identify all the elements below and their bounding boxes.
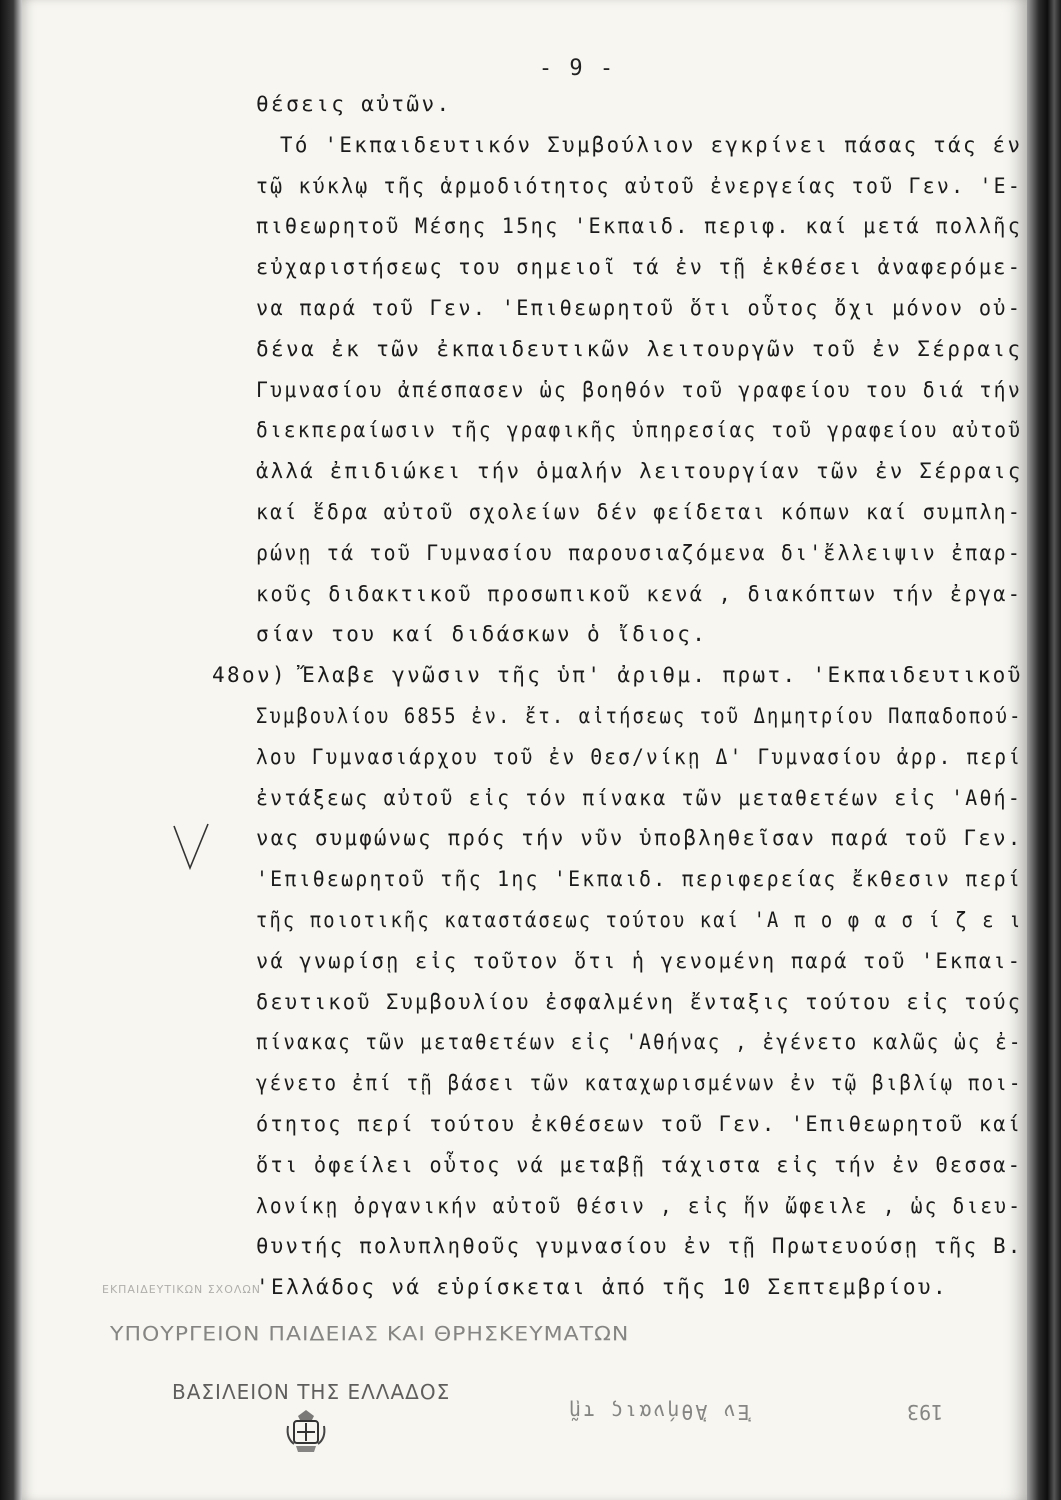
text-line: 'Επιθεωρητοῦ τῆς 1ης 'Εκπαιδ. περιφερείας ἔκθεσιν περί xyxy=(256,867,1023,892)
text-line: πίνακας τῶν μεταθετέων εἰς 'Αθήνας , ἐγένετο καλῶς ὡς ἐ- xyxy=(256,1030,1023,1055)
text-line: ἐντάξεως αὐτοῦ εἰς τόν πίνακα τῶν μεταθετέων εἰς 'Αθή- xyxy=(256,785,1023,810)
text-line: λου Γυμνασιάρχου τοῦ ἐν Θεσ/νίκῃ Δ' Γυμνασίου ἀρρ. περί xyxy=(256,744,1023,769)
page-number: - 9 - xyxy=(538,56,616,81)
page-right-edge-shadow xyxy=(1027,0,1061,1500)
book-binding-edge xyxy=(0,0,22,1500)
text-line: ὅτι ὀφείλει οὗτος νά μεταβῇ τάχιστα εἰς τήν ἐν Θεσσα- xyxy=(256,1152,1023,1177)
text-line: 48ον) Ἔλαβε γνῶσιν τῆς ὑπ' ἀριθμ. πρωτ. 'Εκπαιδευτικοῦ xyxy=(212,663,1023,688)
text-line: Γυμνασίου ἀπέσπασεν ὡς βοηθόν τοῦ γραφείου του διά τήν xyxy=(256,377,1023,402)
text-line: δένα ἐκ τῶν ἐκπαιδευτικῶν λειτουργῶν τοῦ ἐν Σέρραις xyxy=(256,336,1023,361)
bleed-through-footer: Ἐν Ἀθήναις τῇ xyxy=(567,1400,750,1424)
text-line: ἀλλά ἐπιδιώκει τήν ὁμαλήν λειτουργίαν τῶν ἐν Σέρραις xyxy=(256,459,1023,484)
text-line: Τό 'Εκπαιδευτικόν Συμβούλιον εγκρίνει πάσας τάς έν xyxy=(280,132,1023,157)
body-text xyxy=(22,0,1027,1500)
text-line: νας συμφώνως πρός τήν νῦν ὑποβληθεῖσαν παρά τοῦ Γεν. xyxy=(256,826,1023,851)
text-line: νά γνωρίσῃ εἰς τοῦτον ὅτι ἡ γενομένη παρά τοῦ 'Εκπαι- xyxy=(256,948,1023,973)
margin-checkmark xyxy=(172,822,212,872)
text-line: σίαν του καί διδάσκων ὁ ἴδιος. xyxy=(256,622,708,647)
bleed-through-number: 193 xyxy=(907,1400,944,1424)
text-line: λονίκῃ ὀργανικήν αὐτοῦ θέσιν , εἰς ἥν ὤφειλε , ὡς διευ- xyxy=(256,1193,1023,1218)
text-line: κοῦς διδακτικοῦ προσωπικοῦ κενά , διακόπτων τήν ἐργα- xyxy=(256,581,1023,606)
text-line: ότητος περί τούτου ἐκθέσεων τοῦ Γεν. 'Επιθεωρητοῦ καί xyxy=(256,1112,1023,1136)
text-line: καί ἕδρα αὐτοῦ σχολείων δέν φείδεται κόπων καί συμπλη- xyxy=(256,500,1023,524)
text-line: τῷ κύκλῳ τῆς ἁρμοδιότητος αὐτοῦ ἐνεργείας τοῦ Γεν. 'Ε- xyxy=(256,173,1023,198)
kingdom-stamp: ΒΑΣΙΛΕΙΟΝ ΤΗΣ ΕΛΛΑΔΟΣ xyxy=(172,1380,451,1404)
text-line: διεκπεραίωσιν τῆς γραφικῆς ὑπηρεσίας τοῦ γραφείου αὐτοῦ xyxy=(256,418,1023,443)
text-line: πιθεωρητοῦ Μέσης 15ης 'Εκπαιδ. περιφ. καί μετά πολλῆς xyxy=(256,214,1023,239)
text-line: να παρά τοῦ Γεν. 'Επιθεωρητοῦ ὅτι οὗτος ὄχι μόνον οὐ- xyxy=(256,296,1023,320)
text-line: δευτικοῦ Συμβουλίου ἐσφαλμένη ἔνταξις τούτου εἰς τούς xyxy=(256,989,1023,1014)
text-line: εὐχαριστήσεως του σημειοῖ τά ἐν τῇ ἐκθέσει ἀναφερόμε- xyxy=(256,255,1023,280)
text-line: τῆς ποιοτικῆς καταστάσεως τούτου καί 'Α π ο φ α σ ί ζ ε ι xyxy=(256,908,1023,932)
text-line: γένετο ἐπί τῇ βάσει τῶν καταχωρισμένων ἐν τῷ βιβλίῳ ποι- xyxy=(256,1071,1023,1096)
text-line: 'Ελλάδος νά εὑρίσκεται ἀπό τῆς 10 Σεπτεμβρίου. xyxy=(256,1275,948,1300)
text-line: θυντής πολυπληθοῦς γυμνασίου ἐν τῇ Πρωτευούσῃ τῆς Β. xyxy=(256,1234,1023,1259)
text-line: Συμβουλίου 6855 ἐν. ἔτ. αἰτήσεως τοῦ Δημητρίου Παπαδοπού- xyxy=(256,704,1023,728)
text-line: ρώνῃ τά τοῦ Γυμνασίου παρουσιαζόμενα δι'ἔλλειψιν ἐπαρ- xyxy=(256,540,1023,565)
coat-of-arms-emblem xyxy=(284,1408,328,1454)
stamp-faint-text: ΕΚΠΑΙΔΕΥΤΙΚΩΝ ΣΧΟΛΩΝ xyxy=(102,1283,262,1296)
ministry-stamp: ΥΠΟΥΡΓΕΙΟΝ ΠΑΙΔΕΙΑΣ ΚΑΙ ΘΡΗΣΚΕΥΜΑΤΩΝ xyxy=(110,1323,630,1346)
text-line: θέσεις αὐτῶν. xyxy=(256,92,452,116)
document-page xyxy=(22,0,1027,1500)
